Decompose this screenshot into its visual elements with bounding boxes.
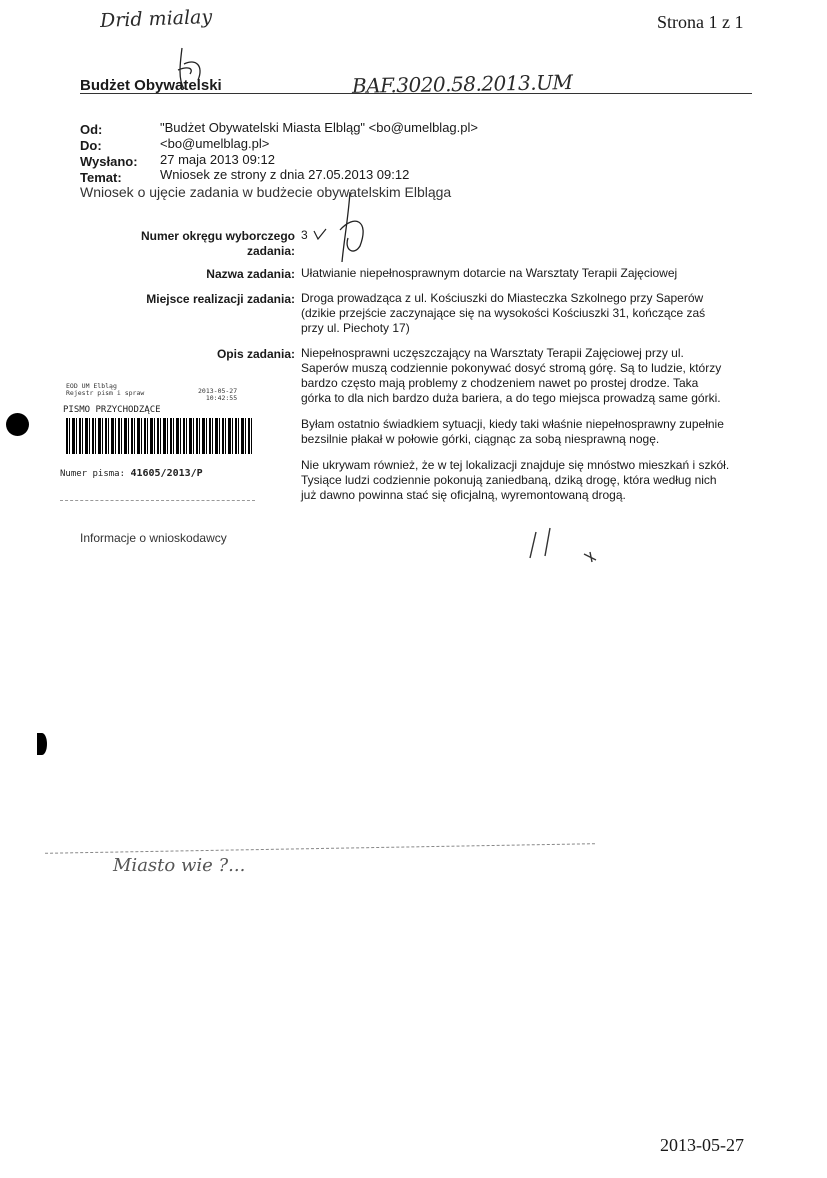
location-line: przy ul. Piechoty 17) [301, 321, 410, 335]
header-divider [80, 93, 752, 94]
task-name-label: Nazwa zadania: [206, 267, 295, 281]
checkmark-icon [313, 228, 327, 240]
district-number: 3 [301, 228, 308, 242]
location-value [301, 291, 761, 336]
punch-hole [37, 733, 47, 755]
punch-hole [6, 413, 29, 436]
to-label: Do: [80, 138, 102, 153]
stamp-number-label: Numer pisma: [60, 469, 126, 479]
form-heading: Wniosek o ujęcie zadania w budżecie obywatelskim Elbląga [80, 184, 452, 200]
handwritten-reference-number: BAF.3020.58.2013.UM [351, 70, 573, 98]
description-value [301, 346, 761, 503]
handwritten-note-top: Drid mialay [99, 6, 213, 32]
stamp-type: PISMO PRZYCHODZĄCE [63, 405, 161, 415]
description-line: Niepełnosprawni uczęszczający na Warsztaty Terapii Zajęciowej przy ul. [301, 346, 684, 360]
page-number: Strona 1 z 1 [657, 12, 744, 32]
description-paragraph [301, 458, 761, 503]
from-value: "Budżet Obywatelski Miasta Elbląg" <bo@umelblag.pl> [160, 120, 478, 135]
description-paragraph [301, 346, 761, 406]
to-value: <bo@umelblag.pl> [160, 136, 270, 151]
footer-date: 2013-05-27 [660, 1135, 744, 1155]
district-value [301, 228, 761, 243]
description-label: Opis zadania: [216, 347, 295, 361]
barcode [66, 418, 252, 454]
district-label [141, 229, 295, 259]
stamp-number: 41605/2013/P [130, 468, 203, 479]
stamp-date: 2013-05-27 [198, 387, 238, 395]
sent-label: Wysłano: [80, 154, 138, 169]
stamp-number-row [60, 468, 203, 479]
description-line: górka to dla nich bardzo duża bariera, a do tego miejsca prowadzą same górki. [301, 391, 721, 405]
description-line: już dawno powinna stać się oficjalną, wyremontowaną drogą. [301, 488, 626, 502]
stamp-time: 10:42:55 [205, 394, 238, 402]
handwritten-marks [520, 524, 610, 564]
sent-value: 27 maja 2013 09:12 [160, 152, 275, 167]
description-paragraph [301, 417, 761, 447]
description-line: Tysiące ludzi codziennie pokonują zaniedbaną, dziką drogę, która według nich [301, 473, 717, 487]
description-line: bezsilnie płakał w połowie górki, ciągnąc za sobą niesprawną nogę. [301, 432, 660, 446]
description-line: Byłam ostatnio świadkiem sytuacji, kiedy taki właśnie niepełnosprawny zupełnie [301, 417, 724, 431]
district-label-line: Numer okręgu wyborczego [140, 229, 295, 243]
location-line: Droga prowadząca z ul. Kościuszki do Miasteczka Szkolnego przy Saperów [301, 291, 704, 305]
subject-label: Temat: [80, 170, 122, 185]
registry-stamp [60, 383, 255, 493]
description-line: Nie ukrywam również, że w tej lokalizacji znajduje się mnóstwo mieszkań i szkół. [301, 458, 730, 472]
brand-title: Budżet Obywatelski [80, 77, 222, 94]
stamp-divider [60, 500, 255, 501]
applicant-section-heading: Informacje o wnioskodawcy [80, 531, 227, 545]
stamp-registry: Rejestr pism i spraw [66, 389, 145, 397]
handwritten-note-bottom: Miasto wie ?... [113, 855, 246, 876]
stamp-org: EOD UM Elbląg [66, 382, 117, 390]
location-line: (dzikie przejście zaczynające się na wysokości Kościuszki 31, kończące zaś [301, 306, 706, 320]
subject-value: Wniosek ze strony z dnia 27.05.2013 09:12 [160, 167, 410, 182]
district-label-line: zadania: [246, 244, 295, 258]
description-line: Saperów muszą codziennie pokonywać dosyć stromą górę. Są to ludzie, którzy [301, 361, 722, 375]
task-name-value: Ułatwianie niepełnosprawnym dotarcie na Warsztaty Terapii Zajęciowej [301, 266, 678, 280]
dashed-line [45, 843, 595, 854]
description-line: bardzo często mają problemy z chodzeniem nawet po prostej drodze. Taka [301, 376, 699, 390]
location-label: Miejsce realizacji zadania: [146, 292, 295, 306]
from-label: Od: [80, 122, 103, 137]
